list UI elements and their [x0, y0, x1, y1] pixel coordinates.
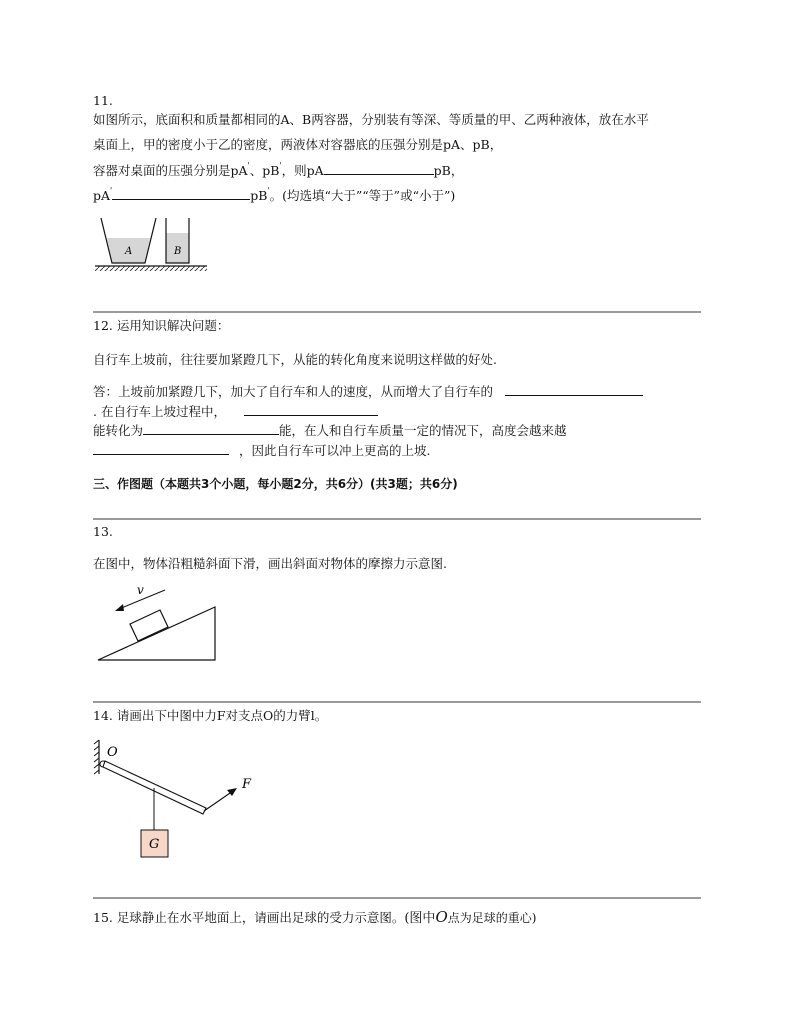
q12-question: 自行车上坡前，往往要加紧蹬几下，从能的转化角度来说明这样做的好处.	[93, 352, 497, 367]
container-b-label: B	[174, 246, 182, 257]
q15-text	[93, 909, 536, 927]
q11-containers-figure	[93, 213, 213, 273]
answer-blank[interactable]	[324, 162, 434, 175]
divider	[93, 518, 701, 520]
q11-line3-c: ，则pA	[281, 163, 324, 178]
prime-mark: '	[279, 161, 282, 170]
q11-line4-a: pA	[93, 188, 111, 203]
q12-ans2: . 在自行车上坡过程中，	[93, 404, 226, 419]
q13-incline-figure	[93, 580, 223, 665]
q11-line4	[93, 187, 455, 204]
q15-text-b: (图中	[404, 911, 436, 926]
q11-line2: 桌面上，甲的密度小于乙的密度，两液体对容器底的压强分别是pA、pB，	[93, 137, 503, 152]
divider	[93, 897, 701, 899]
q11-line1: 如图所示，底面积和质量都相同的A、B两容器，分别装有等深、等质量的甲、乙两种液体，放在水平	[93, 112, 649, 127]
q13-number: 13.	[93, 524, 113, 539]
q11-line3-a: 容器对桌面的压强分别是pA	[93, 163, 248, 178]
prime-mark: '	[267, 186, 270, 195]
q12-ans4: ，因此自行车可以冲上更高的上坡.	[239, 443, 431, 458]
q15-text-a: 15. 足球静止在水平地面上，请画出足球的受力示意图。	[93, 910, 405, 925]
q12-answer-line2	[93, 403, 378, 420]
answer-blank[interactable]	[143, 422, 279, 435]
q12-title: 12. 运用知识解决问题：	[93, 318, 230, 333]
q15-text-c: 点为足球的重心)	[447, 911, 537, 925]
q12-ans1: 答：上坡前加紧蹬几下，加大了自行车和人的速度，从而增大了自行车的	[93, 384, 494, 399]
q11-line3	[93, 162, 463, 179]
force-label: F	[242, 777, 252, 792]
answer-blank[interactable]	[93, 442, 229, 455]
prime-mark: '	[247, 161, 250, 170]
q11-line4-c: 。(均选填“大于”“等于”或“小于”)	[269, 188, 456, 203]
q11-line3-b: 、pB	[249, 163, 280, 178]
prime-mark: '	[110, 186, 113, 195]
answer-blank[interactable]	[112, 187, 250, 200]
q12-answer-line3	[93, 422, 567, 439]
q11-number: 11.	[93, 93, 113, 108]
q12-answer-line1	[93, 383, 643, 400]
divider	[93, 701, 701, 703]
q14-lever-figure	[93, 738, 273, 863]
q14-text: 14. 请画出下中图中力F对支点O的力臂l。	[93, 708, 328, 723]
container-a-label: A	[125, 246, 133, 257]
q12-ans3a: 能转化为	[93, 423, 144, 438]
q12-ans3b: 能，在人和自行车质量一定的情况下，高度会越来越	[279, 423, 567, 438]
q13-text: 在图中，物体沿粗糙斜面下滑，画出斜面对物体的摩擦力示意图.	[93, 556, 447, 571]
velocity-label: v	[137, 583, 144, 597]
q15-text-o: O	[435, 908, 448, 926]
q11-line4-b: pB	[250, 188, 268, 203]
pivot-label: O	[107, 745, 118, 760]
q12-answer-line4	[93, 442, 430, 459]
q11-line3-d: pB，	[433, 163, 464, 178]
divider	[93, 311, 701, 313]
answer-blank[interactable]	[244, 403, 378, 416]
weight-label: G	[149, 837, 160, 852]
answer-blank[interactable]	[505, 383, 643, 396]
section-heading: 三、作图题（本题共3个小题，每小题2分，共6分）(共3题；共6分)	[93, 477, 458, 491]
